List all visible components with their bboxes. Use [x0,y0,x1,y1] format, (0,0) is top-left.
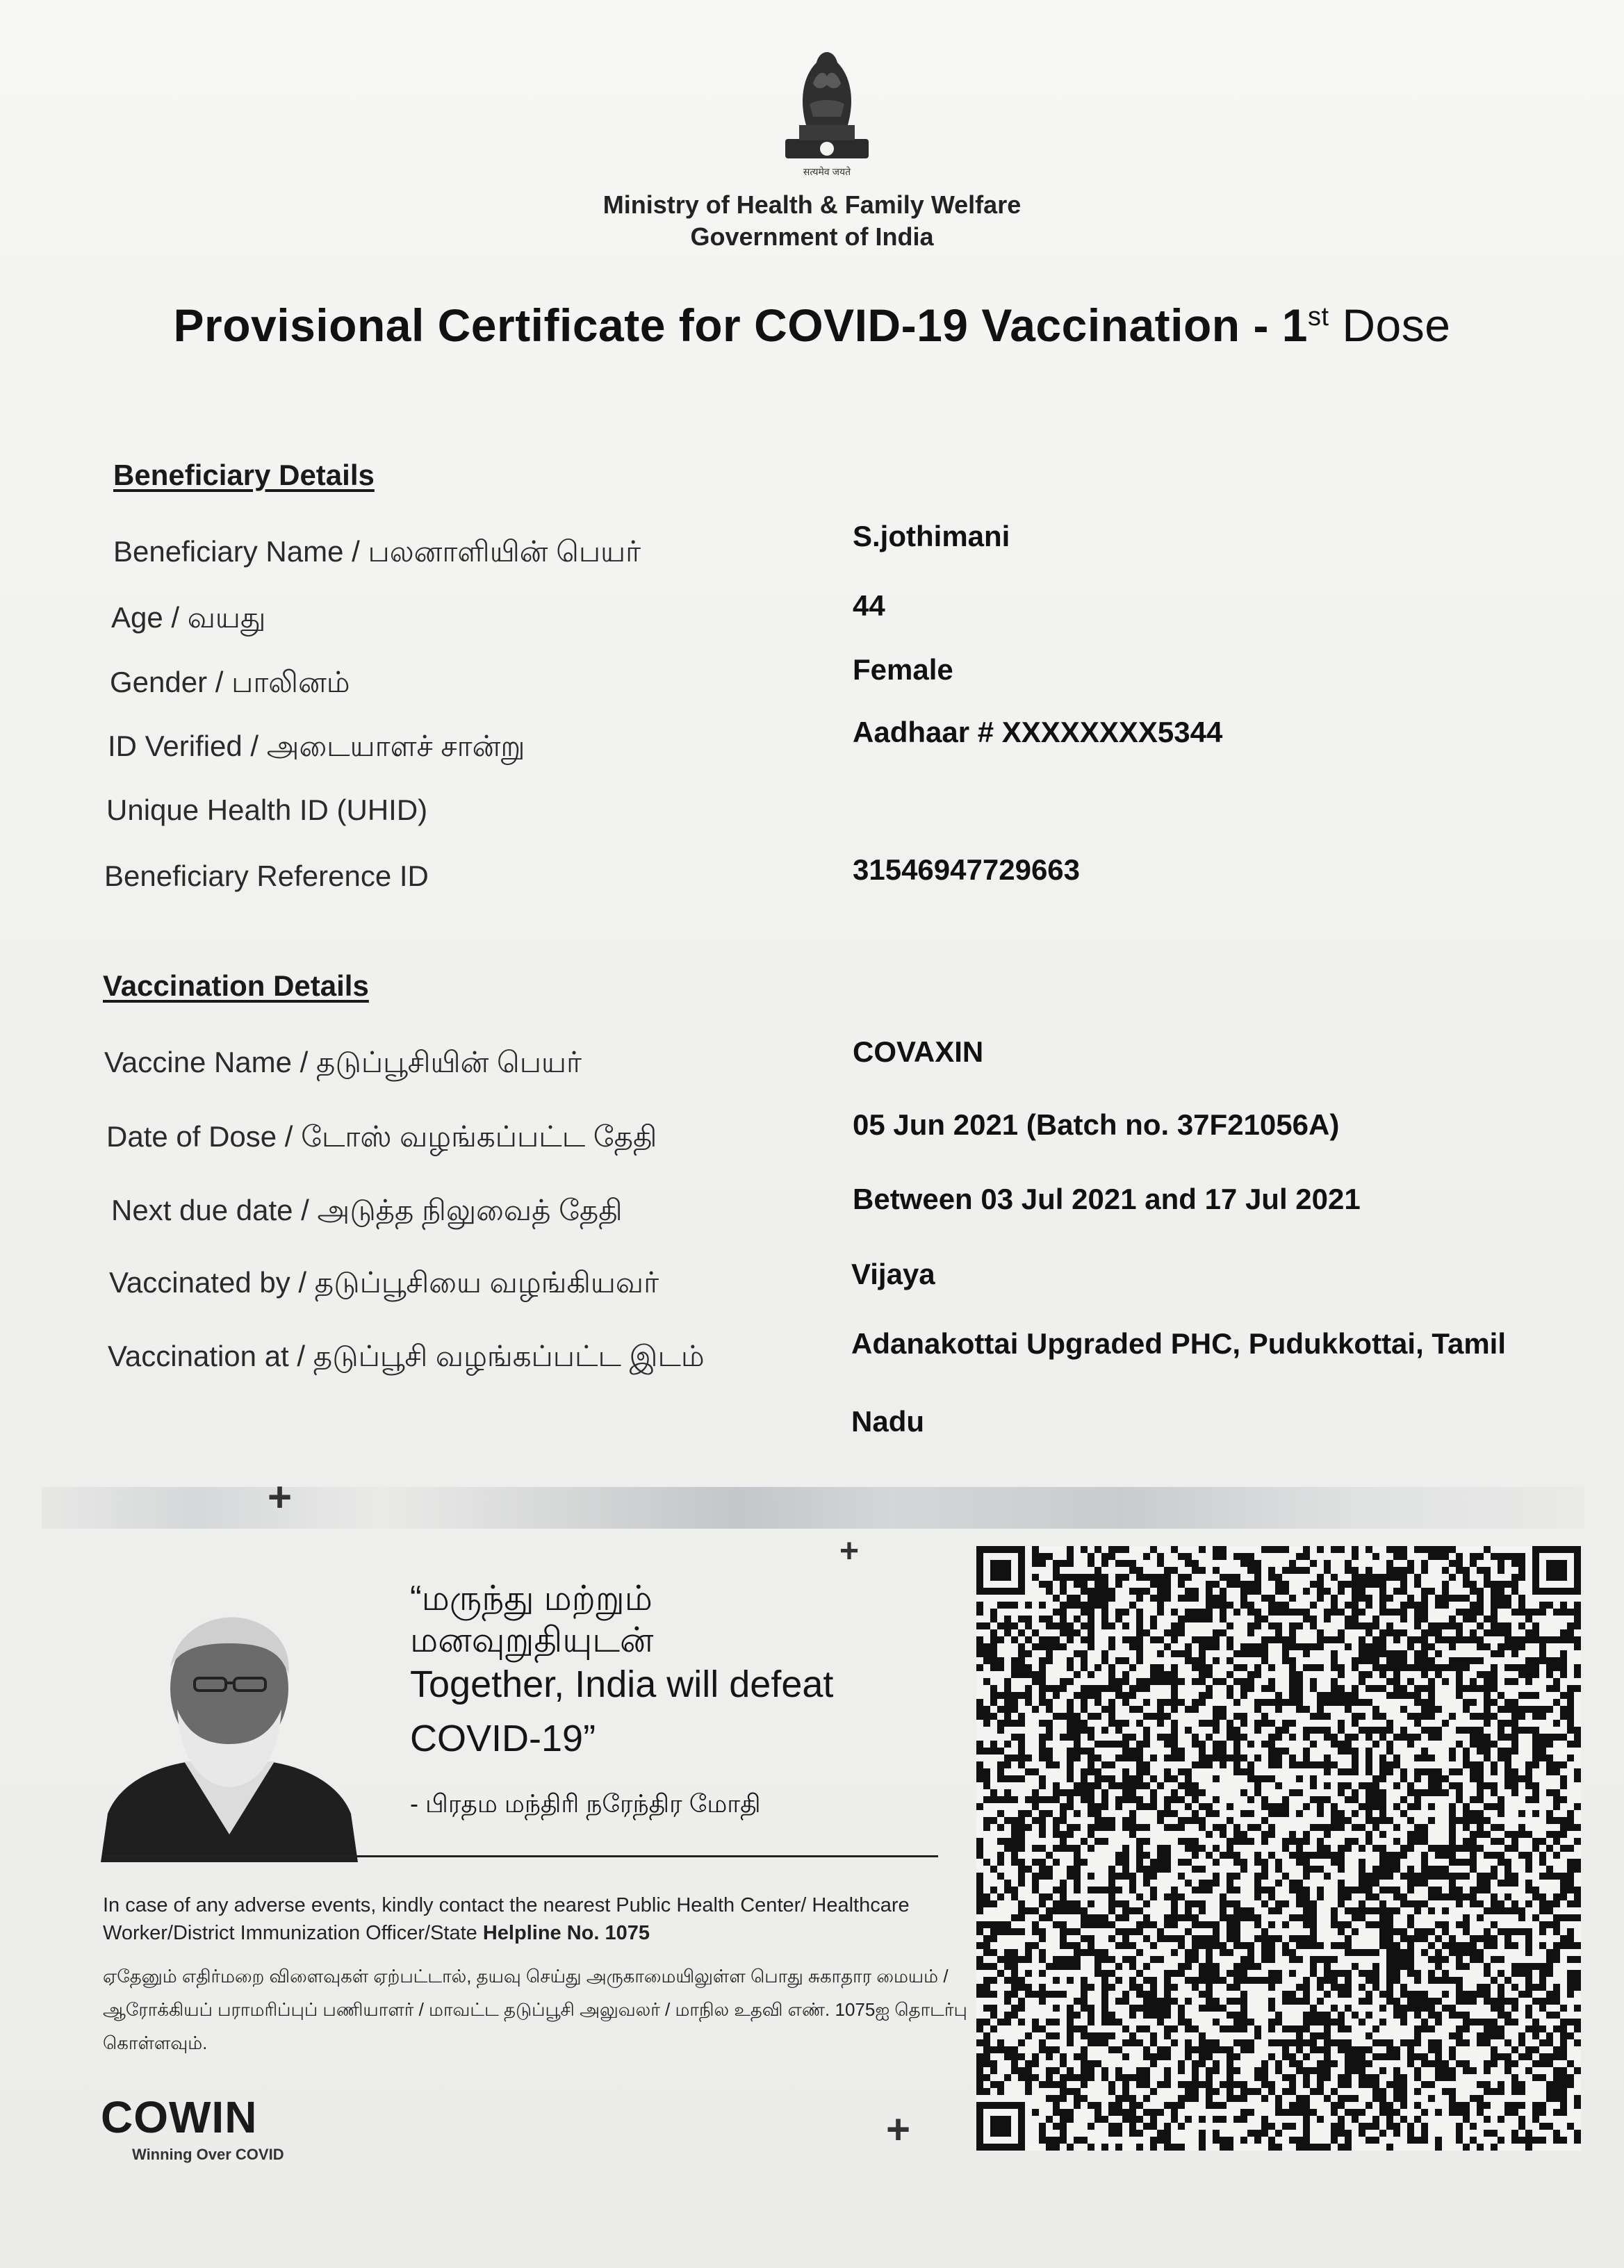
date-of-dose-label: Date of Dose / டோஸ் வழங்கப்பட்ட தேதி [106,1120,657,1153]
vaccination-at-value-cont: Nadu [851,1405,924,1438]
date-of-dose-value: 05 Jun 2021 (Batch no. 37F21056A) [853,1108,1340,1141]
certificate-title [0,299,1624,352]
vaccinated-by-label: Vaccinated by / தடுப்பூசியை வழங்கியவர் [109,1266,659,1299]
vaccination-details-heading: Vaccination Details [103,969,369,1002]
vaccinated-by-value: Vijaya [851,1258,935,1290]
adverse-events-notice-tamil: ஏதேனும் எதிர்மறை விளைவுகள் ஏற்பட்டால், தயவு செய்து அருகாமையிலுள்ள பொது சுகாதார மையம் / ஆரோக்கியப் பராமரிப்புப் பணியாளர் / மாவட்ட தடுப்பூசி அலுவலர் / மாநில உதவி எண். 1075ஐ தொடர்பு கொள்ளவும். [103,1966,967,2053]
ministry-heading [0,189,1624,253]
next-due-date-label: Next due date / அடுத்த நிலுவைத் தேதி [111,1194,623,1226]
beneficiary-details-heading: Beneficiary Details [113,459,375,491]
qr-code [976,1546,1581,2151]
ministry-line-2: Government of India [690,222,934,251]
gender-label: Gender / பாலினம் [110,666,350,698]
quote-tamil-line-2: மனவுறுதியுடன் [410,1620,654,1659]
gender-value: Female [853,653,953,686]
title-superscript: st [1307,302,1329,331]
reference-id-label: Beneficiary Reference ID [104,860,429,892]
quote-attribution: - பிரதம மந்திரி நரேந்திர மோதி [410,1789,761,1818]
vaccination-at-value: Adanakottai Upgraded PHC, Pudukkottai, Tamil [851,1327,1507,1360]
quote-english: Together, India will defeat COVID-19” [410,1663,834,1759]
notice-english-text: In case of any adverse events, kindly contact the nearest Public Health Center/ Healthcare Worker/District Immunization Officer/State [103,1894,910,1944]
emblem-motto: सत्यमेव जयते [803,166,851,177]
ministry-line-1: Ministry of Health & Family Welfare [602,190,1022,219]
quote-tamil [410,1577,654,1661]
cowin-logo: COWIN [101,2092,258,2142]
crop-mark-icon: + [886,2106,911,2153]
id-verified-value: Aadhaar # XXXXXXXX5344 [853,716,1223,748]
national-emblem-icon [778,35,876,181]
uhid-label: Unique Health ID (UHID) [106,794,428,826]
helpline-number: Helpline No. 1075 [482,1922,650,1944]
vaccine-name-label: Vaccine Name / தடுப்பூசியின் பெயர் [104,1046,582,1078]
title-dose: Dose [1329,299,1451,351]
cowin-tagline: Winning Over COVID [132,2146,284,2163]
vaccination-at-label: Vaccination at / தடுப்பூசி வழங்கப்பட்ட இடம் [108,1340,705,1372]
adverse-events-notice-english [103,1891,971,1947]
prime-minister-portrait [101,1605,358,1862]
reference-id-value: 31546947729663 [853,853,1081,886]
quote-tamil-line-1: “மருந்து மற்றும் [410,1579,653,1618]
divider-rule [104,1855,938,1857]
crop-mark-icon: + [268,1474,293,1520]
beneficiary-name-label: Beneficiary Name / பலனாளியின் பெயர் [113,535,641,568]
id-verified-label: ID Verified / அடையாளச் சான்று [108,730,525,762]
crop-mark-icon: + [839,1533,860,1570]
age-label: Age / வயது [111,601,266,634]
next-due-date-value: Between 03 Jul 2021 and 17 Jul 2021 [853,1183,1361,1215]
title-main: Provisional Certificate for COVID-19 Vaccination - 1 [173,299,1308,351]
beneficiary-name-value: S.jothimani [853,520,1010,552]
age-value: 44 [853,589,885,622]
vaccine-name-value: COVAXIN [853,1035,984,1068]
